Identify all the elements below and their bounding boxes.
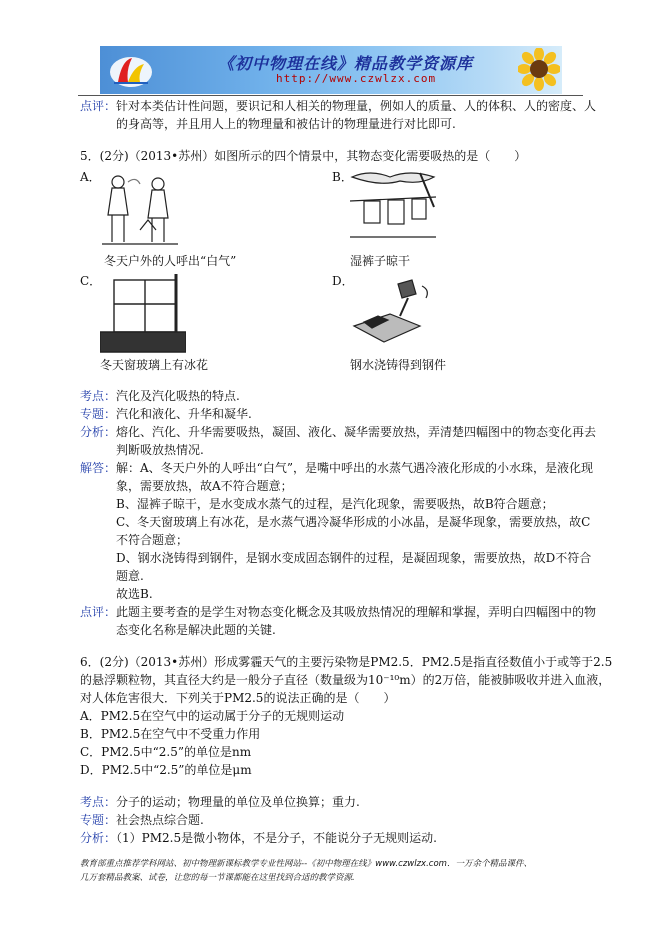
banner-url-link[interactable]: http://www.czwlzx.com bbox=[276, 72, 437, 85]
q5-jieda-line: 故选B. bbox=[116, 587, 153, 601]
q5-dianping-cont: 态变化名称是解决此题的关键. bbox=[116, 623, 276, 637]
prev-note-text: 针对本类估计性问题，要识记和人相关的物理量，例如人的质量、人的体积、人的密度、人 bbox=[116, 99, 597, 113]
zhuanti-label: 专题： bbox=[80, 407, 117, 421]
kaodian-text: 汽化及汽化吸热的特点. bbox=[116, 389, 240, 403]
q5-jieda-line: 不符合题意； bbox=[116, 533, 189, 547]
header-banner bbox=[100, 46, 562, 94]
q5-jieda bbox=[80, 460, 593, 477]
dianping-label: 点评： bbox=[80, 605, 117, 619]
zhuanti-text: 汽化和液化、升华和凝华. bbox=[116, 407, 252, 421]
prev-note-line1 bbox=[80, 98, 596, 115]
q5-option-b-image bbox=[350, 167, 436, 247]
q6-option-b: B．PM2.5在空气中不受重力作用 bbox=[80, 727, 261, 741]
q6-option-d: D．PM2.5中“2.5”的单位是μm bbox=[80, 763, 252, 777]
q5-option-c-image bbox=[100, 274, 186, 354]
footer-line2: 几万套精品教案、试卷，让您的每一节课都能在这里找到合适的教学资源. bbox=[80, 873, 355, 883]
q5-jieda-line: B、湿裤子晾干，是水变成水蒸气的过程，是汽化现象，需要吸热，故B符合题意； bbox=[116, 497, 554, 511]
q5-jieda-line: 象，需要放热，故A不符合题意； bbox=[116, 479, 293, 493]
fenxi-label: 分析： bbox=[80, 425, 117, 439]
q5-fenxi-cont: 判断吸放热情况. bbox=[116, 443, 204, 457]
q5-option-c-caption: 冬天窗玻璃上有冰花 bbox=[100, 358, 209, 372]
q5-kaodian bbox=[80, 388, 240, 405]
q5-option-d-caption: 钢水浇铸得到钢件 bbox=[350, 358, 447, 372]
q5-option-a-caption: 冬天户外的人呼出“白气” bbox=[104, 254, 237, 268]
q5-option-c-letter: C． bbox=[80, 274, 102, 288]
q6-fenxi bbox=[80, 830, 437, 847]
zhuanti-text: 社会热点综合题. bbox=[116, 813, 204, 827]
fenxi-text: 熔化、汽化、升华需要吸热，凝固、液化、凝华需要放热，弄清楚四幅图中的物态变化再去 bbox=[116, 425, 597, 439]
jieda-text: 解：A、冬天户外的人呼出“白气”，是嘴中呼出的水蒸气遇冷液化形成的小水珠，是液化现 bbox=[116, 461, 593, 475]
zhuanti-label: 专题： bbox=[80, 813, 117, 827]
q5-option-b-letter: B． bbox=[332, 170, 353, 184]
q5-zhuanti bbox=[80, 406, 252, 423]
q5-jieda-line: 题意. bbox=[116, 569, 144, 583]
banner-title: 《初中物理在线》精品教学资源库 bbox=[218, 54, 474, 73]
q6-kaodian bbox=[80, 794, 360, 811]
header-divider bbox=[78, 95, 583, 96]
q6-stem-line3: 对人体危害很大．下列关于PM2.5的说法正确的是（ ） bbox=[80, 691, 396, 705]
footer-line1: 教育部重点推荐学科网站、初中物理新课标教学专业性网站--《初中物理在线》www.czwlzx.com．一万余个精品课件、 bbox=[80, 859, 532, 869]
sunflower-icon bbox=[518, 48, 560, 92]
dianping-text: 此题主要考查的是学生对物态变化概念及其吸放热情况的理解和掌握，弄明白四幅图中的物 bbox=[116, 605, 597, 619]
q6-option-a: A．PM2.5在空气中的运动属于分子的无规则运动 bbox=[80, 709, 345, 723]
q6-stem-line2: 的悬浮颗粒物，其直径大约是一般分子直径（数量级为10⁻¹⁰m）的2万倍，能被肺吸收并进入血液， bbox=[80, 673, 611, 687]
q5-option-d-letter: D． bbox=[332, 274, 354, 288]
kaodian-label: 考点： bbox=[80, 389, 117, 403]
q6-stem-line1: 6．(2分)（2013•苏州）形成雾霾天气的主要污染物是PM2.5．PM2.5是指直径数值小于或等于2.5 bbox=[80, 655, 613, 669]
kaodian-label: 考点： bbox=[80, 795, 117, 809]
q5-dianping bbox=[80, 604, 596, 621]
q5-stem: 5．(2分)（2013•苏州）如图所示的四个情景中，其物态变化需要吸热的是（ ） bbox=[80, 149, 527, 163]
kaodian-text: 分子的运动；物理量的单位及单位换算；重力. bbox=[116, 795, 360, 809]
fenxi-label: 分析： bbox=[80, 831, 117, 845]
q5-option-d-image bbox=[350, 276, 436, 352]
jieda-label: 解答： bbox=[80, 461, 117, 475]
site-logo-icon bbox=[108, 52, 154, 90]
q5-jieda-line: C、冬天窗玻璃上有冰花，是水蒸气遇冷凝华形成的小冰晶，是凝华现象，需要放热，故C bbox=[116, 515, 591, 529]
prev-note-line2: 的身高等，并且用人上的物理量和被估计的物理量进行对比即可. bbox=[116, 117, 456, 131]
prev-note-label: 点评： bbox=[80, 99, 117, 113]
q5-option-a-letter: A． bbox=[80, 170, 101, 184]
q5-fenxi bbox=[80, 424, 596, 441]
q6-option-c: C．PM2.5中“2.5”的单位是nm bbox=[80, 745, 252, 759]
q6-zhuanti bbox=[80, 812, 204, 829]
q5-option-b-caption: 湿裤子晾干 bbox=[350, 254, 411, 268]
q5-jieda-line: D、钢水浇铸得到钢件，是钢水变成固态钢件的过程，是凝固现象，需要放热，故D不符合 bbox=[116, 551, 592, 565]
q5-option-a-image bbox=[100, 170, 180, 248]
fenxi-text: （1）PM2.5是微小物体，不是分子，不能说分子无规则运动. bbox=[116, 831, 437, 845]
